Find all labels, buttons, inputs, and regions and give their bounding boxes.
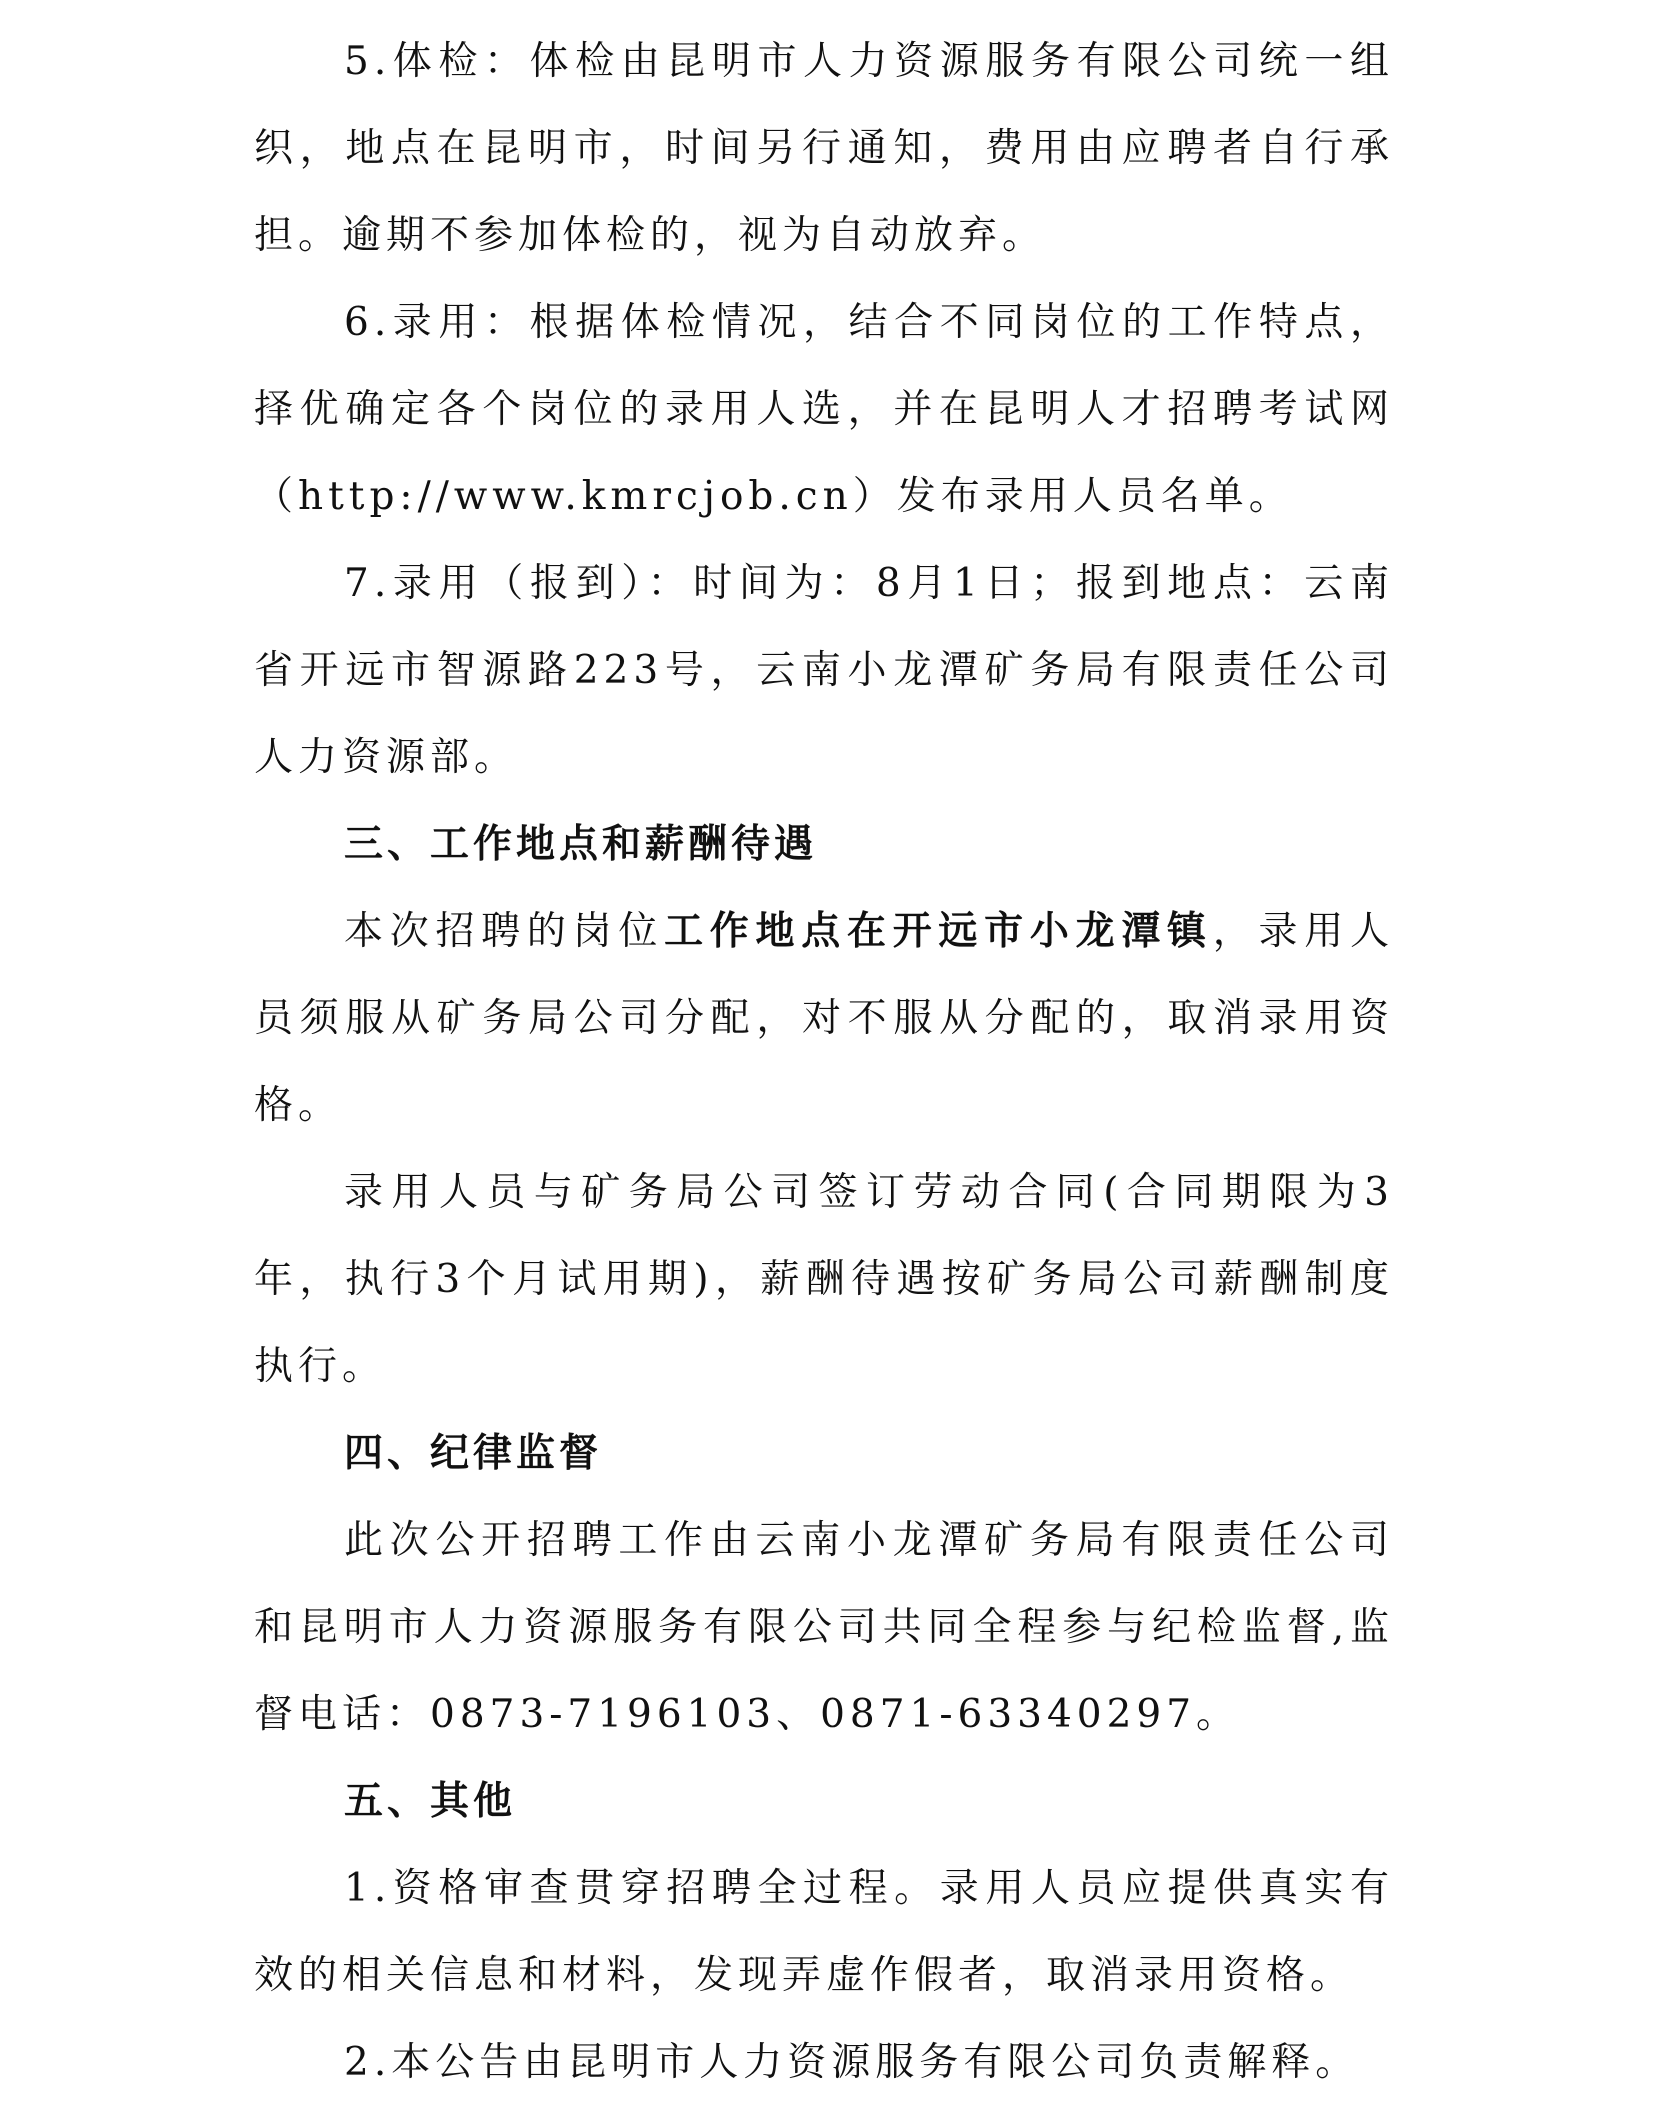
section3-p1-bold: 工作地点在开远市小龙潭镇 <box>664 909 1213 954</box>
section3-p1-post: ，录用人员须服从矿务局公司分配，对不服从分配的，取消录用资格。 <box>254 909 1394 1128</box>
item-report: 7.录用（报到）：时间为：8月1日；报到地点：云南省开远市智源路223号，云南小龙潭矿务局有限责任公司人力资源部。 <box>254 561 1394 780</box>
item-hiring: 6.录用：根据体检情况，结合不同岗位的工作特点，择优确定各个岗位的录用人选，并在昆明人才招聘考试网（http://www.kmrcjob.cn）发布录用人员名单。 <box>254 300 1394 519</box>
section3-paragraph-2: 录用人员与矿务局公司签订劳动合同(合同期限为3年，执行3个月试用期)，薪酬待遇按矿务局公司薪酬制度执行。 <box>254 1170 1394 1389</box>
item-physical-exam: 5.体检：体检由昆明市人力资源服务有限公司统一组织，地点在昆明市，时间另行通知，费用由应聘者自行承担。逾期不参加体检的，视为自动放弃。 <box>254 39 1394 258</box>
section3-p1-pre: 本次招聘的岗位 <box>344 909 665 954</box>
section3-heading: 三、工作地点和薪酬待遇 <box>344 822 818 867</box>
section5-paragraph-2: 2.本公告由昆明市人力资源服务有限公司负责解释。 <box>344 2040 1360 2085</box>
section5-paragraph-1: 1.资格审查贯穿招聘全过程。录用人员应提供真实有效的相关信息和材料，发现弄虚作假者，取消录用资格。 <box>254 1866 1394 1998</box>
section3-paragraph-1 <box>254 888 1394 1149</box>
section4-paragraph-1: 此次公开招聘工作由云南小龙潭矿务局有限责任公司和昆明市人力资源服务有限公司共同全程参与纪检监督,监督电话：0873-7196103、0871-63340297。 <box>254 1518 1394 1737</box>
section5-heading: 五、其他 <box>344 1779 517 1824</box>
section4-heading: 四、纪律监督 <box>344 1431 603 1476</box>
document-page <box>254 18 1394 2106</box>
